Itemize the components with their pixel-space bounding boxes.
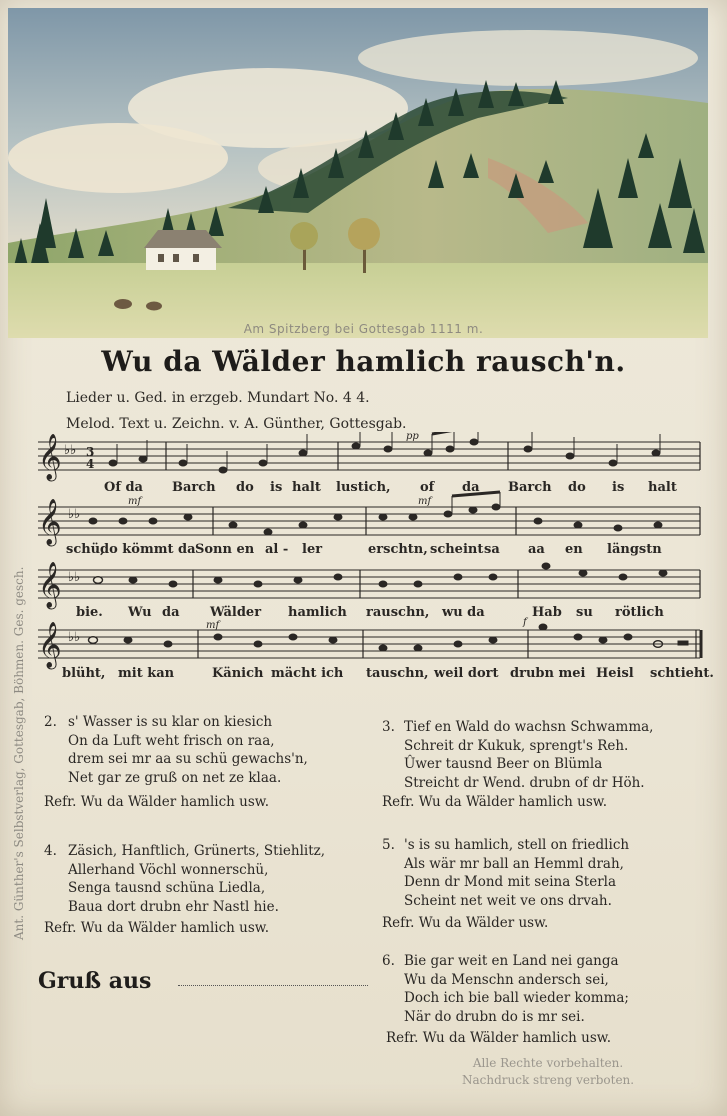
verse-text	[404, 836, 629, 910]
lyric: tauschn,	[366, 666, 429, 681]
verse-line: Schreit dr Kukuk, sprengt's Reh.	[404, 737, 629, 754]
rights-line: Alle Rechte vorbehalten.	[472, 1056, 624, 1070]
lyric: of	[420, 480, 435, 495]
svg-text:𝄞: 𝄞	[38, 622, 62, 668]
verse-line: Net gar ze gruß on net ze klaa.	[68, 769, 282, 786]
verse-number: 5.	[382, 837, 395, 853]
lyric: da	[462, 480, 480, 495]
dynamics	[128, 432, 529, 631]
lyric: drubn mei	[510, 666, 586, 681]
svg-text:mf: mf	[418, 496, 432, 507]
lyric: is	[270, 480, 283, 495]
lyric: do	[568, 480, 586, 495]
rights-line: Nachdruck streng verboten.	[462, 1073, 635, 1087]
lyric: Sonn en	[195, 542, 255, 557]
lyric: en	[565, 542, 583, 557]
author-credit: Melod. Text u. Zeichn. v. A. Günther, Gottesgab.	[66, 416, 407, 432]
illustration-caption: Am Spitzberg bei Gottesgab 1111 m.	[243, 322, 484, 336]
svg-text:♭♭: ♭♭	[68, 570, 81, 585]
lyric: lustich,	[336, 480, 391, 495]
publisher-imprint: Ant. Günther's Selbstverlag, Gottesgab, Böhmen. Ges. gesch.	[12, 566, 26, 940]
lyric: halt	[648, 480, 677, 495]
svg-text:♭♭: ♭♭	[68, 507, 81, 522]
svg-text:mf: mf	[128, 496, 142, 507]
verse-line: När do drubn do is mr sei.	[404, 1008, 585, 1025]
lyric: Heisl	[596, 666, 634, 681]
lyric: längstn	[607, 542, 662, 557]
svg-text:3: 3	[86, 445, 95, 459]
lyric: weil dort	[434, 666, 499, 681]
lyric: mit kan	[118, 666, 175, 681]
svg-text:♭♭: ♭♭	[68, 630, 81, 645]
svg-text:♭♭: ♭♭	[64, 443, 77, 458]
lyric: schü,	[66, 542, 105, 557]
greeting-label: Gruß aus	[38, 968, 152, 994]
verse-line: Allerhand Vöchl wonnerschü,	[68, 861, 269, 878]
lyric: da	[162, 605, 180, 620]
verse-line: Doch ich bie ball wieder komma;	[404, 990, 629, 1006]
lyric: do kömmt da	[100, 542, 196, 557]
verse-number: 6.	[382, 953, 395, 969]
verse-line: Ûwer tausnd Beer on Blümla	[404, 756, 603, 772]
lyric: Wälder	[210, 605, 262, 620]
song-title: Wu da Wälder hamlich rausch'n.	[101, 345, 626, 378]
svg-text:f: f	[523, 617, 527, 628]
refrain: Refr. Wu da Wälder hamlich usw.	[44, 794, 270, 810]
svg-text:4: 4	[86, 457, 95, 471]
verse-number: 3.	[382, 719, 395, 735]
verse-line: drem sei mr aa su schü gewachs'n,	[68, 751, 308, 767]
svg-text:𝄞: 𝄞	[38, 499, 62, 545]
verse-text	[404, 718, 653, 792]
lyric: mächt ich	[271, 666, 344, 681]
lyric: bie.	[76, 605, 103, 620]
verse-line: Senga tausnd schüna Liedla,	[68, 880, 266, 896]
lyric: Känich	[212, 666, 264, 681]
sheet-music	[38, 432, 706, 692]
verse-line: Streicht dr Wend. drubn of dr Höh.	[404, 774, 645, 791]
lyric: rötlich	[615, 605, 664, 620]
lyric: al -	[265, 542, 289, 557]
lyric: aa	[528, 542, 545, 557]
verse-line: Baua dort drubn ehr Nastl hie.	[68, 898, 279, 915]
verse-line: Bie gar weit en Land nei ganga	[404, 953, 619, 969]
refrain: Refr. Wu da Wälder hamlich usw.	[44, 920, 270, 936]
svg-text:𝄞: 𝄞	[38, 434, 62, 480]
lyric: sa	[484, 542, 500, 557]
greeting-blank-line	[178, 985, 368, 986]
refrain: Refr. Wu da Wälder usw.	[382, 915, 549, 931]
lyric: scheint	[430, 542, 484, 557]
verse-line: Zäsich, Hanftlich, Grünerts, Stiehlitz,	[68, 843, 326, 859]
verse-text	[404, 952, 629, 1026]
verse-line: Denn dr Mond mit seina Sterla	[404, 874, 617, 890]
verse-line: Als wär mr ball an Hemml drah,	[404, 855, 624, 872]
verse-text	[68, 713, 308, 787]
svg-text:mf: mf	[206, 620, 220, 631]
lyric: ler	[302, 542, 323, 557]
verse-line: Wu da Menschn andersch sei,	[404, 971, 609, 988]
lyric: erschtn,	[368, 542, 428, 557]
lyric: Barch	[172, 480, 216, 495]
svg-text:𝄞: 𝄞	[38, 562, 62, 608]
cloud	[8, 123, 228, 193]
refrain: Refr. Wu da Wälder hamlich usw.	[382, 794, 608, 810]
lyric: do	[236, 480, 254, 495]
lyric: blüht,	[62, 666, 106, 681]
cloud	[358, 30, 698, 86]
svg-text:pp: pp	[406, 432, 419, 442]
lyric: wu da	[442, 605, 485, 620]
verse-text	[68, 842, 325, 916]
lyric: hamlich	[288, 605, 347, 620]
rights-notice	[462, 1055, 634, 1089]
lyric: rauschn,	[366, 605, 430, 620]
verse-line: s' Wasser is su klar on kiesich	[68, 714, 273, 730]
lyric: Hab	[532, 605, 562, 620]
verse-line: Tief en Wald do wachsn Schwamma,	[404, 719, 654, 735]
landscape-illustration	[8, 8, 708, 338]
lyric: halt	[292, 480, 321, 495]
verse-line: 's is su hamlich, stell on friedlich	[404, 837, 630, 853]
verse-line: On da Luft weht frisch on raa,	[68, 732, 275, 749]
series-note: Lieder u. Ged. in erzgeb. Mundart No. 4 4.	[66, 390, 370, 406]
lyric: Barch	[508, 480, 552, 495]
verse-number: 4.	[44, 843, 57, 859]
verse-line: Scheint net weit ve ons drvah.	[404, 892, 612, 909]
verse-number: 2.	[44, 714, 57, 730]
lyric: is	[612, 480, 625, 495]
farmhouse	[144, 230, 222, 270]
lyric: su	[576, 605, 593, 620]
lyric: Of da	[104, 480, 143, 495]
refrain: Refr. Wu da Wälder hamlich usw.	[386, 1030, 612, 1046]
lyric: Wu	[128, 605, 152, 620]
lyric: schtieht.	[650, 666, 714, 681]
